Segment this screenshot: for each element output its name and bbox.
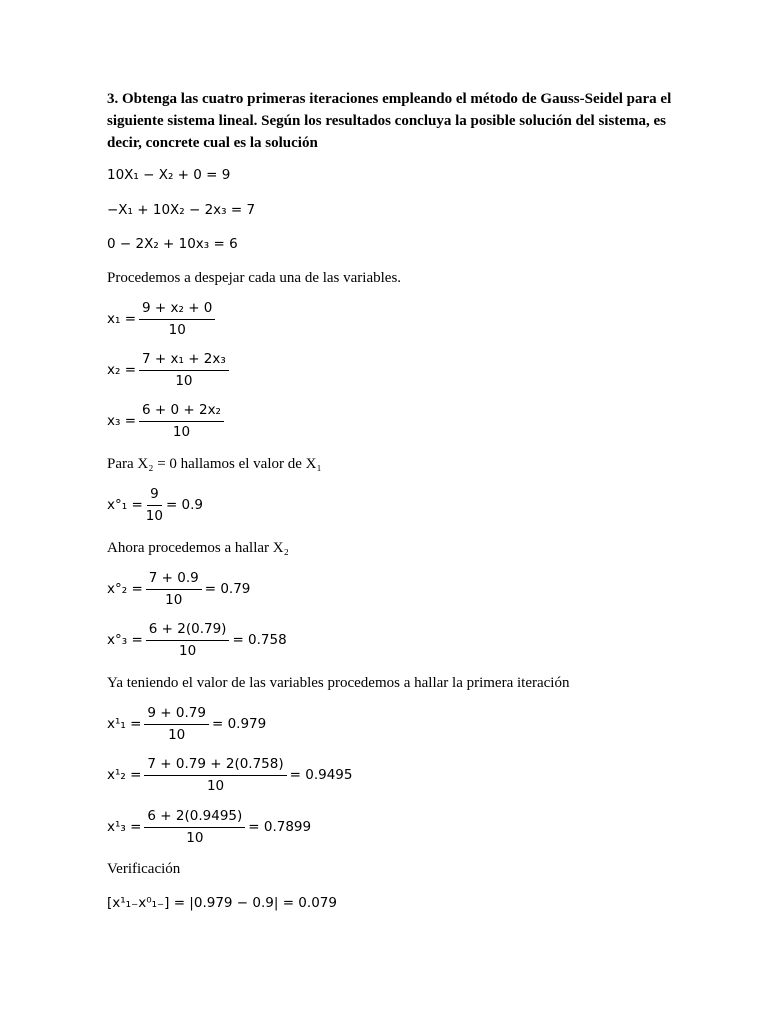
numerator: 6 + 2(0.9495) — [144, 808, 245, 828]
iteration1-x1 — [107, 705, 266, 743]
equation-lhs: x₃ = — [107, 413, 137, 429]
fraction — [144, 756, 286, 794]
denominator: 10 — [165, 592, 183, 608]
fraction — [144, 808, 245, 846]
fraction — [139, 351, 229, 389]
denominator: 10 — [175, 373, 193, 389]
system-equation-2: −X₁ + 10X₂ − 2x₃ = 7 — [107, 202, 256, 218]
numerator: 9 + x₂ + 0 — [139, 300, 215, 320]
equation-result: = 0.7899 — [248, 819, 312, 835]
despeje-x1 — [107, 300, 218, 338]
iteration1-x2 — [107, 756, 352, 794]
initial-x3 — [107, 621, 287, 659]
numerator: 7 + 0.79 + 2(0.758) — [144, 756, 286, 776]
fraction — [146, 486, 163, 524]
equation-lhs: x₁ = — [107, 311, 137, 327]
equation-lhs: x₂ = — [107, 362, 137, 378]
denominator: 10 — [172, 424, 191, 440]
initial-x1 — [107, 486, 203, 524]
problem-heading: 3. Obtenga las cuatro primeras iteraciones empleando el método de Gauss-Seidel para el siguiente sistema lineal. Según los resultados concluya la posible solución del sistema, es decir, concrete cual es la solución — [107, 91, 672, 151]
numerator: 9 + 0.79 — [144, 705, 209, 725]
initial-x2 — [107, 570, 250, 608]
verification-label: Verificación — [107, 861, 181, 877]
ya-text: Ya teniendo el valor de las variables procedemos a hallar la primera iteración — [107, 675, 570, 691]
equation-result: = 0.9495 — [289, 767, 353, 783]
equation-lhs: x¹₁ = — [107, 716, 142, 732]
numerator: 9 — [147, 486, 162, 506]
fraction — [139, 402, 224, 440]
equation-result: = 0.979 — [211, 716, 267, 732]
denominator: 10 — [168, 322, 186, 338]
denominator: 10 — [206, 778, 225, 794]
fraction — [144, 705, 209, 743]
fraction — [146, 570, 202, 608]
ahora-text: Ahora procedemos a hallar X₂ — [107, 540, 289, 556]
despeje-x3 — [107, 402, 227, 440]
denominator: 10 — [186, 830, 204, 846]
intro-text: Procedemos a despejar cada una de las variables. — [107, 270, 402, 286]
numerator: 7 + 0.9 — [146, 570, 202, 590]
iteration1-x3 — [107, 808, 311, 846]
equation-lhs: x°₂ = — [107, 581, 143, 597]
para-text: Para X₂ = 0 hallamos el valor de X₁ — [107, 456, 322, 472]
document-page — [107, 88, 677, 911]
denominator: 10 — [168, 727, 186, 743]
numerator: 6 + 0 + 2x₂ — [139, 402, 224, 422]
system-equation-3: 0 − 2X₂ + 10x₃ = 6 — [107, 236, 238, 252]
fraction — [146, 621, 230, 659]
equation-result: = 0.79 — [204, 581, 251, 597]
equation-result: = 0.758 — [232, 632, 287, 648]
numerator: 6 + 2(0.79) — [146, 621, 230, 641]
equation-lhs: x¹₂ = — [107, 767, 142, 783]
equation-result: = 0.9 — [165, 497, 204, 513]
system-equation-1: 10X₁ − X₂ + 0 = 9 — [107, 167, 231, 183]
numerator: 7 + x₁ + 2x₃ — [139, 351, 229, 371]
denominator: 10 — [145, 508, 163, 524]
despeje-x2 — [107, 351, 232, 389]
equation-lhs: x°₁ = — [107, 497, 143, 513]
verification-equation: [x¹₁₋x⁰₁₋] = |0.979 − 0.9| = 0.079 — [107, 895, 337, 911]
denominator: 10 — [179, 643, 197, 659]
equation-lhs: x°₃ = — [107, 632, 143, 648]
fraction — [139, 300, 215, 338]
equation-lhs: x¹₃ = — [107, 819, 142, 835]
